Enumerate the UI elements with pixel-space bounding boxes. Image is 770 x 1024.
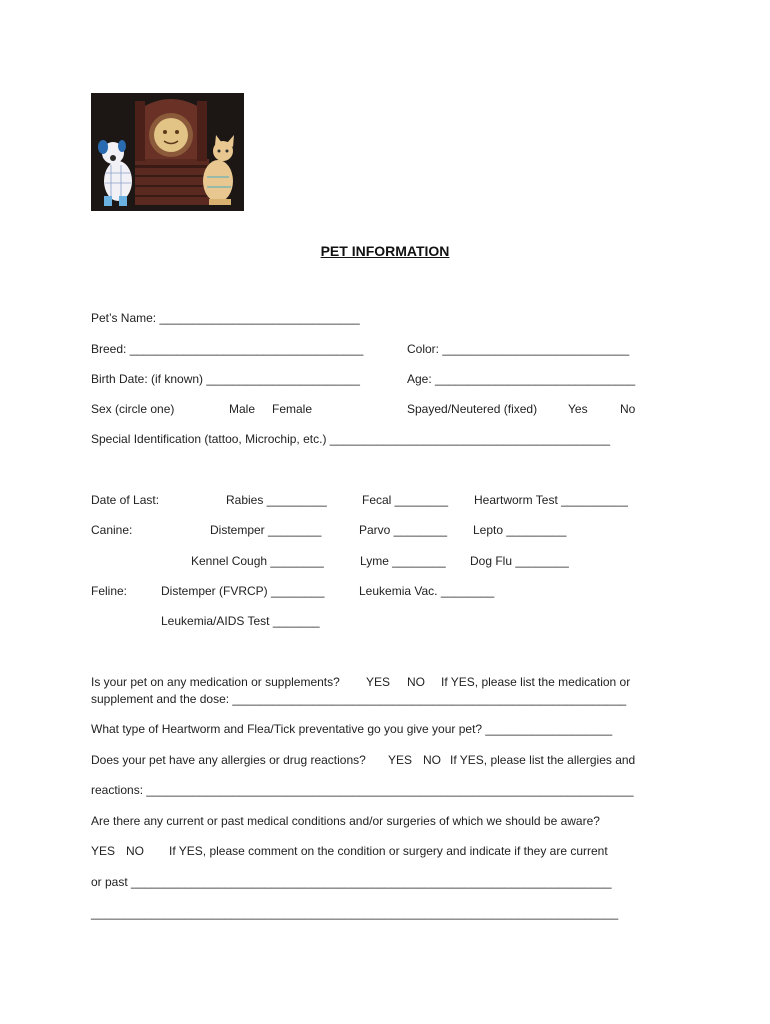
medication-question: Is your pet on any medication or supplements? bbox=[91, 675, 340, 689]
birth-date-field[interactable]: Birth Date: (if known) _______________________ bbox=[91, 372, 360, 386]
conditions-instruction: If YES, please comment on the condition or surgery and indicate if they are current bbox=[169, 844, 608, 858]
conditions-option-no[interactable]: NO bbox=[126, 844, 144, 858]
special-identification-field[interactable]: Special Identification (tattoo, Microchip, etc.) __________________________________________ bbox=[91, 432, 611, 446]
conditions-comment-line-2[interactable]: _______________________________________________________________________________ bbox=[91, 906, 619, 920]
leukemia-aids-test-field[interactable]: Leukemia/AIDS Test _______ bbox=[161, 614, 320, 628]
allergies-option-no[interactable]: NO bbox=[423, 753, 441, 767]
allergies-option-yes[interactable]: YES bbox=[388, 753, 413, 767]
preventative-field[interactable]: What type of Heartworm and Flea/Tick preventative go you give your pet? ___________________ bbox=[91, 722, 613, 736]
pet-name-field[interactable]: Pet’s Name: ______________________________ bbox=[91, 311, 360, 325]
parvo-field[interactable]: Parvo ________ bbox=[359, 523, 448, 537]
medication-option-no[interactable]: NO bbox=[407, 675, 425, 689]
spayed-option-no[interactable]: No bbox=[620, 402, 636, 416]
medication-instruction: If YES, please list the medication or bbox=[441, 675, 631, 689]
form-title: PET INFORMATION bbox=[320, 243, 450, 259]
canine-label: Canine: bbox=[91, 523, 133, 537]
lepto-field[interactable]: Lepto _________ bbox=[473, 523, 567, 537]
spayed-option-yes[interactable]: Yes bbox=[568, 402, 588, 416]
color-field[interactable]: Color: ____________________________ bbox=[407, 342, 630, 356]
date-of-last-label: Date of Last: bbox=[91, 493, 160, 507]
medication-dose-field[interactable]: supplement and the dose: ___________________________________________________________ bbox=[91, 692, 627, 706]
clinic-logo-image bbox=[91, 93, 244, 211]
reactions-field[interactable]: reactions: _________________________________________________________________________ bbox=[91, 783, 634, 797]
allergies-instruction: If YES, please list the allergies and bbox=[450, 753, 636, 767]
dog-flu-field[interactable]: Dog Flu ________ bbox=[470, 554, 569, 568]
sex-option-male[interactable]: Male bbox=[229, 402, 256, 416]
kennel-cough-field[interactable]: Kennel Cough ________ bbox=[191, 554, 324, 568]
canine-distemper-field[interactable]: Distemper ________ bbox=[210, 523, 322, 537]
lyme-field[interactable]: Lyme ________ bbox=[360, 554, 446, 568]
sex-label: Sex (circle one) bbox=[91, 402, 175, 416]
allergies-question: Does your pet have any allergies or drug reactions? bbox=[91, 753, 366, 767]
leukemia-vac-field[interactable]: Leukemia Vac. ________ bbox=[359, 584, 495, 598]
age-field[interactable]: Age: ______________________________ bbox=[407, 372, 636, 386]
conditions-question: Are there any current or past medical conditions and/or surgeries of which we should be aware? bbox=[91, 814, 600, 828]
feline-distemper-field[interactable]: Distemper (FVRCP) ________ bbox=[161, 584, 325, 598]
spayed-label: Spayed/Neutered (fixed) bbox=[407, 402, 538, 416]
rabies-field[interactable]: Rabies _________ bbox=[226, 493, 327, 507]
fecal-field[interactable]: Fecal ________ bbox=[362, 493, 449, 507]
conditions-option-yes[interactable]: YES bbox=[91, 844, 116, 858]
breed-field[interactable]: Breed: ___________________________________ bbox=[91, 342, 364, 356]
conditions-comment-field[interactable]: or past ________________________________________________________________________ bbox=[91, 875, 612, 889]
heartworm-test-field[interactable]: Heartworm Test __________ bbox=[474, 493, 628, 507]
feline-label: Feline: bbox=[91, 584, 128, 598]
sex-option-female[interactable]: Female bbox=[272, 402, 313, 416]
medication-option-yes[interactable]: YES bbox=[366, 675, 391, 689]
